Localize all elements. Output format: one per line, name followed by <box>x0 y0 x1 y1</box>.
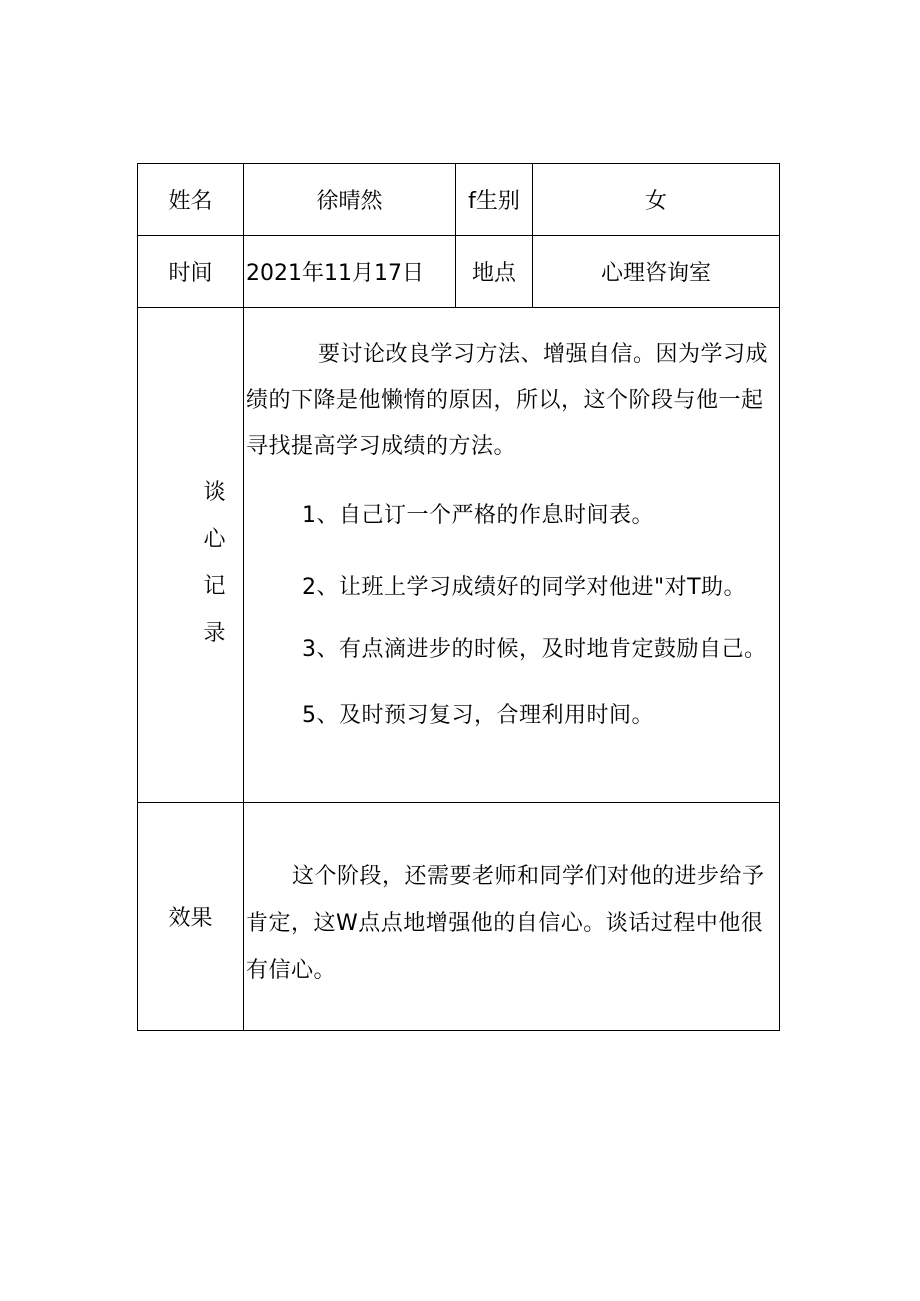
effect-content-cell <box>244 803 780 1031</box>
time-label: 时间 <box>138 236 244 308</box>
row-time-place <box>138 236 780 308</box>
row-record <box>138 308 780 803</box>
row-effect <box>138 803 780 1031</box>
record-item: 5、及时预习复习，合理利用时间。 <box>302 703 654 728</box>
record-item: 3、有点滴进步的时候，及时地肯定鼓励自己。 <box>302 637 767 662</box>
record-label-cell <box>138 308 244 803</box>
record-label <box>138 453 243 657</box>
row-name-gender <box>138 164 780 236</box>
name-value: 徐晴然 <box>244 164 456 236</box>
record-intro: 要讨论改良学习方法、增强自信。因为学习成绩的下降是他懒惰的原因，所以，这个阶段与他一起寻找提高学习成绩的方法。 <box>246 342 769 459</box>
time-value: 2021年11月17日 <box>244 236 456 308</box>
record-label-char: 谈 <box>203 480 226 505</box>
place-label: 地点 <box>456 236 533 308</box>
record-content-cell <box>244 308 780 803</box>
record-label-char: 记 <box>203 574 226 599</box>
record-label-char: 录 <box>203 621 226 646</box>
record-item: 1、自己订一个严格的作息时间表。 <box>302 503 654 528</box>
heart-to-heart-record-table <box>137 163 780 1031</box>
effect-text: 这个阶段，还需要老师和同学们对他的进步给予肯定，这W点点地增强他的自信心。谈话过程中他很有信心。 <box>246 864 765 983</box>
gender-value: 女 <box>533 164 780 236</box>
record-item: 2、让班上学习成绩好的同学对他进"对T助。 <box>302 575 747 600</box>
name-label: 姓名 <box>138 164 244 236</box>
record-label-char: 心 <box>203 527 226 552</box>
place-value: 心理咨询室 <box>533 236 780 308</box>
effect-label: 效果 <box>138 803 244 1031</box>
gender-label: f生别 <box>456 164 533 236</box>
